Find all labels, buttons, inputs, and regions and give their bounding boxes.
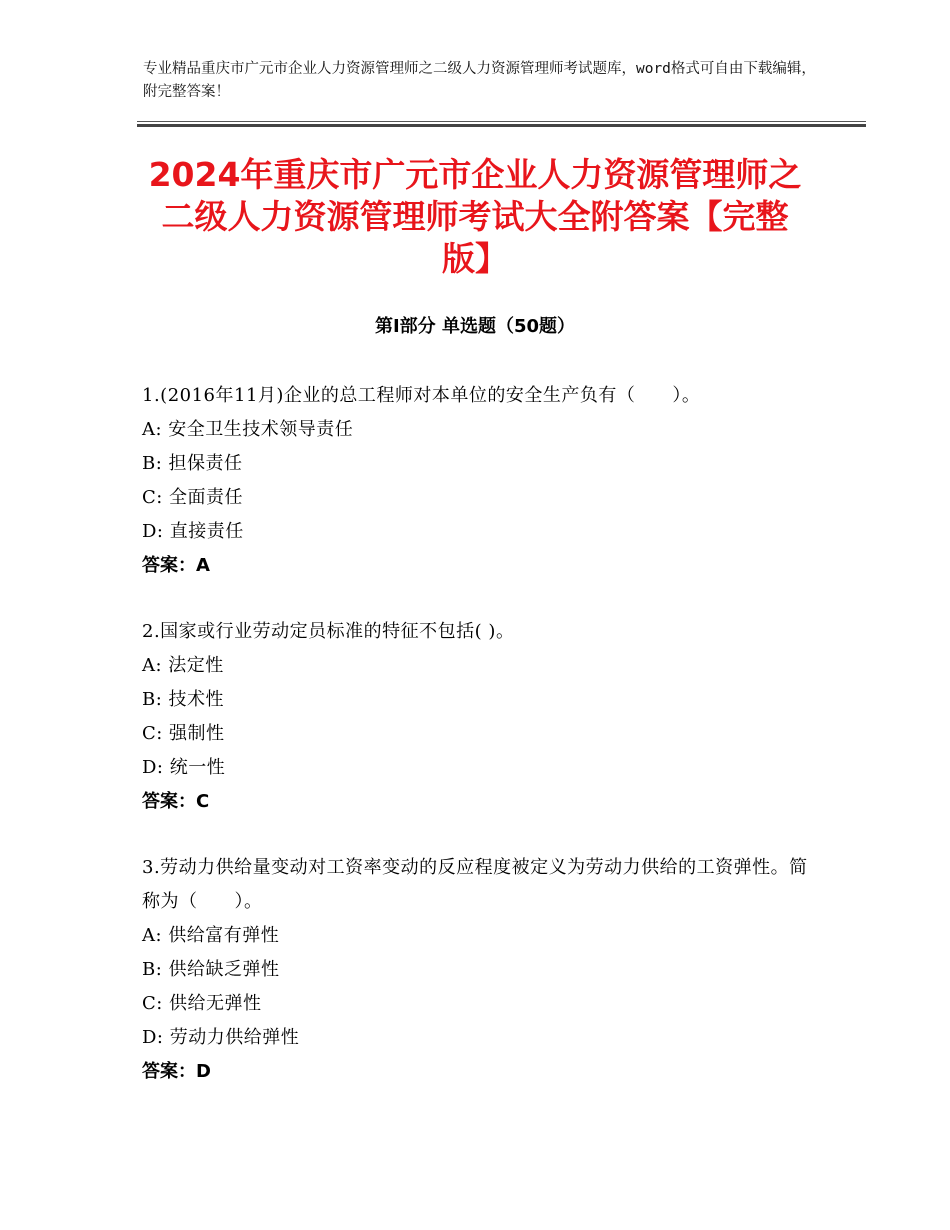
question-3 (142, 851, 822, 1089)
document-title: 2024年重庆市广元市企业人力资源管理师之二级人力资源管理师考试大全附答案【完整版】 (148, 155, 802, 278)
answer-label: 答案：D (142, 1061, 211, 1082)
section-title: 第Ⅰ部分 单选题（50题） (374, 316, 575, 337)
option-a: A: 供给富有弹性 (142, 925, 280, 946)
option-b: B: 担保责任 (142, 453, 243, 474)
header-rule-thick (137, 124, 866, 127)
question-1 (142, 379, 822, 583)
question-stem: 3.劳动力供给量变动对工资率变动的反应程度被定义为劳动力供给的工资弹性。简称为（ ）。 (142, 857, 808, 912)
question-stem: 1.(2016年11月)企业的总工程师对本单位的安全生产负有（ ）。 (142, 385, 701, 406)
answer-label: 答案：C (142, 791, 210, 812)
option-a: A: 安全卫生技术领导责任 (142, 419, 354, 440)
option-c: C: 强制性 (142, 723, 225, 744)
header-rule-thin (137, 121, 866, 122)
option-c: C: 全面责任 (142, 487, 244, 508)
option-d: D: 劳动力供给弹性 (142, 1027, 300, 1048)
header-note: 专业精品重庆市广元市企业人力资源管理师之二级人力资源管理师考试题库，word格式可自由下载编辑，附完整答案！ (143, 61, 816, 100)
option-d: D: 直接责任 (142, 521, 244, 542)
option-d: D: 统一性 (142, 757, 226, 778)
option-a: A: 法定性 (142, 655, 224, 676)
question-stem: 2.国家或行业劳动定员标准的特征不包括( )。 (142, 621, 515, 642)
option-c: C: 供给无弹性 (142, 993, 262, 1014)
question-list (142, 379, 822, 1121)
question-2 (142, 615, 822, 819)
option-b: B: 供给缺乏弹性 (142, 959, 280, 980)
option-b: B: 技术性 (142, 689, 225, 710)
answer-label: 答案：A (142, 555, 210, 576)
